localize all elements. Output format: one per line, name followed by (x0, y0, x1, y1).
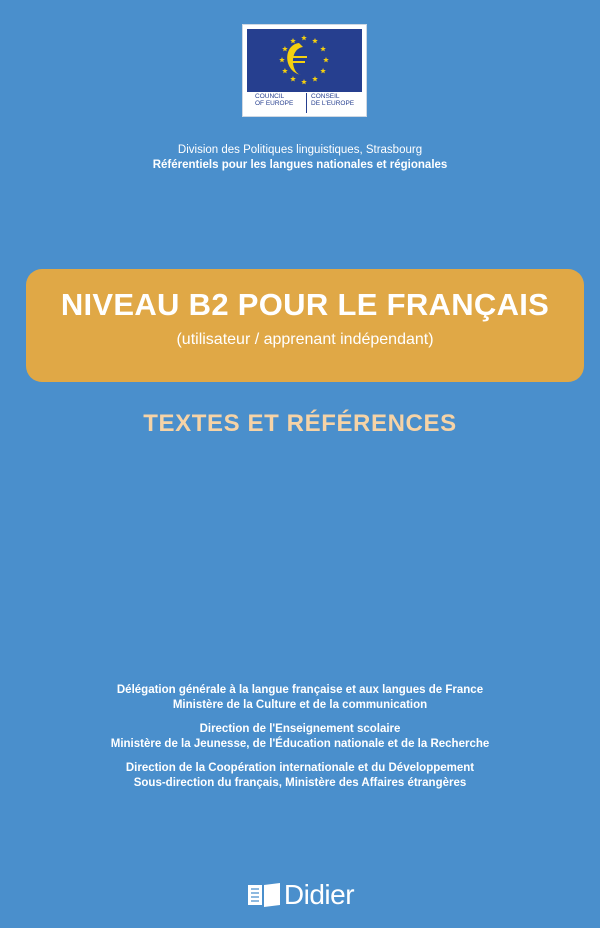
book-title: NIVEAU B2 POUR LE FRANÇAIS (60, 287, 550, 322)
open-book-icon (246, 882, 282, 908)
council-of-europe-flag-icon (247, 29, 362, 92)
star-icon (320, 46, 326, 51)
star-icon (290, 38, 296, 43)
council-of-europe-logo (242, 24, 367, 117)
publisher-name: Didier (283, 879, 355, 910)
division-name: Division des Politiques linguistiques, Strasbourg (177, 144, 423, 156)
section-subheading: TEXTES ET RÉFÉRENCES (143, 410, 457, 437)
star-icon (312, 38, 318, 43)
title-banner (26, 269, 584, 382)
logo-caption-fr: CONSEIL DE L'EUROPE (306, 93, 362, 113)
star-icon (282, 68, 288, 73)
division-heading (0, 143, 600, 173)
logo-caption (247, 93, 362, 113)
book-subtitle: (utilisateur / apprenant indépendant) (176, 331, 434, 348)
series-name: Référentiels pour les langues nationales et régionales (152, 159, 448, 171)
publishers-list (0, 683, 600, 800)
logo-caption-en: COUNCIL OF EUROPE (255, 93, 294, 107)
star-icon (320, 68, 326, 73)
publisher-group: Direction de l'Enseignement scolaire Ministère de la Jeunesse, de l'Éducation nationale et de la Recherche (110, 723, 490, 750)
star-icon (290, 76, 296, 81)
star-icon (312, 76, 318, 81)
publisher-group: Direction de la Coopération internationale et du Développement Sous-direction du français, Ministère des Affaires étrangères (125, 762, 475, 789)
publisher-logo (0, 879, 600, 911)
star-icon (323, 57, 329, 62)
star-icon (282, 46, 288, 51)
star-icon (301, 79, 307, 84)
star-icon (301, 35, 307, 40)
star-icon (279, 57, 285, 62)
publisher-group: Délégation générale à la langue française et aux langues de France Ministère de la Culture et de la communication (116, 684, 484, 711)
